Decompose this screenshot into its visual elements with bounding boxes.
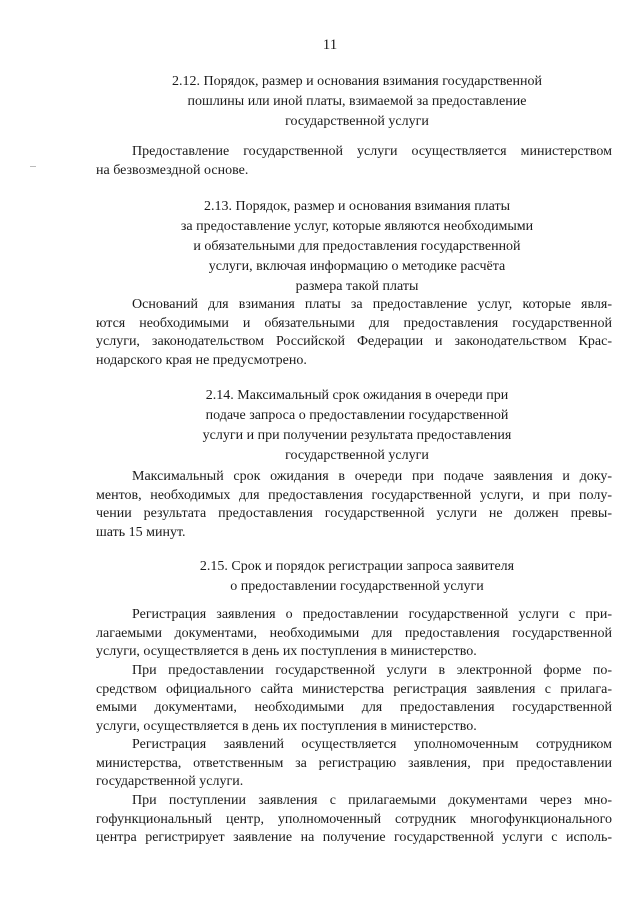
paragraph-line: лагаемыми документами, необходимыми для предоставления государственной	[96, 625, 612, 641]
section-2-12-heading	[96, 72, 618, 132]
section-2-15-paragraph-3	[96, 736, 612, 792]
section-2-15-paragraph-4	[96, 792, 612, 848]
paragraph-line: услуги, осуществляется в день их поступления в министерство.	[96, 644, 477, 660]
heading-line: 2.14. Максимальный срок ожидания в очереди при	[205, 388, 509, 403]
section-2-12-paragraph	[96, 143, 612, 180]
section-2-13-heading	[96, 197, 618, 297]
heading-line: 2.12. Порядок, размер и основания взимания государственной	[171, 74, 542, 89]
paragraph-line: Оснований для взимания платы за предоставление услуг, которые явля-	[132, 297, 612, 312]
heading-line: государственной услуги	[285, 114, 429, 129]
paragraph-line: услуги, осуществляется в день их поступления в министерство.	[96, 718, 477, 734]
section-2-13-paragraph	[96, 296, 612, 370]
section-2-14-heading	[96, 386, 618, 466]
paragraph-line: ются необходимыми и обязательными для предоставления государственной	[96, 315, 612, 331]
heading-line: государственной услуги	[285, 448, 429, 463]
paragraph-line: шать 15 минут.	[96, 524, 186, 540]
section-2-15-paragraph-2	[96, 662, 612, 736]
heading-line: услуги и при получении результата предоставления	[202, 428, 512, 443]
paragraph-line: средством официального сайта министерства регистрация заявления с прилага-	[96, 681, 612, 697]
section-2-15-paragraph-1	[96, 606, 612, 662]
heading-line: пошлины или иной платы, взимаемой за предоставление	[187, 94, 527, 109]
heading-line: услуги, включая информацию о методике расчёта	[208, 259, 506, 274]
heading-line: размера такой платы	[295, 279, 419, 294]
margin-tick-mark	[30, 166, 36, 167]
heading-line: о предоставлении государственной услуги	[230, 579, 484, 594]
paragraph-line: центра регистрирует заявление на получение государственной услуги с исполь-	[96, 830, 612, 846]
paragraph-line: ментов, необходимых для предоставления государственной услуги, и при полу-	[96, 487, 612, 503]
section-2-15-heading	[96, 557, 618, 597]
paragraph-line: емыми документами, необходимыми для предоставления государственной	[96, 700, 612, 716]
section-2-14-paragraph	[96, 468, 612, 542]
paragraph-line: При поступлении заявления с прилагаемыми документами через мно-	[132, 793, 612, 808]
heading-line: 2.13. Порядок, размер и основания взимания платы	[203, 199, 511, 214]
paragraph-line: государственной услуги.	[96, 774, 244, 790]
paragraph-line: услуги, законодательством Российской Федерации и законодательством Крас-	[96, 334, 612, 350]
paragraph-line: Предоставление государственной услуги осуществляется министерством	[132, 144, 612, 159]
heading-line: за предоставление услуг, которые являются необходимыми	[180, 219, 534, 234]
paragraph-line: Регистрация заявлений осуществляется уполномоченным сотрудником	[132, 737, 612, 752]
paragraph-line: министерства, ответственным за регистрацию заявления, при предоставлении	[96, 755, 612, 771]
page-number: 11	[322, 37, 338, 53]
heading-line: и обязательными для предоставления государственной	[193, 239, 521, 254]
paragraph-line: Регистрация заявления о предоставлении государственной услуги с при-	[132, 607, 612, 622]
paragraph-line: Максимальный срок ожидания в очереди при подаче заявления и доку-	[132, 469, 612, 484]
paragraph-line: на безвозмездной основе.	[96, 162, 249, 178]
paragraph-line: При предоставлении государственной услуги в электронной форме по-	[132, 663, 612, 678]
heading-line: подаче запроса о предоставлении государственной	[205, 408, 509, 423]
paragraph-line: чении результата предоставления государственной услуги не должен превы-	[96, 506, 612, 522]
paragraph-line: нодарского края не предусмотрено.	[96, 352, 307, 368]
paragraph-line: гофункциональный центр, уполномоченный сотрудник многофункционального	[96, 811, 612, 827]
heading-line: 2.15. Срок и порядок регистрации запроса заявителя	[199, 559, 515, 574]
